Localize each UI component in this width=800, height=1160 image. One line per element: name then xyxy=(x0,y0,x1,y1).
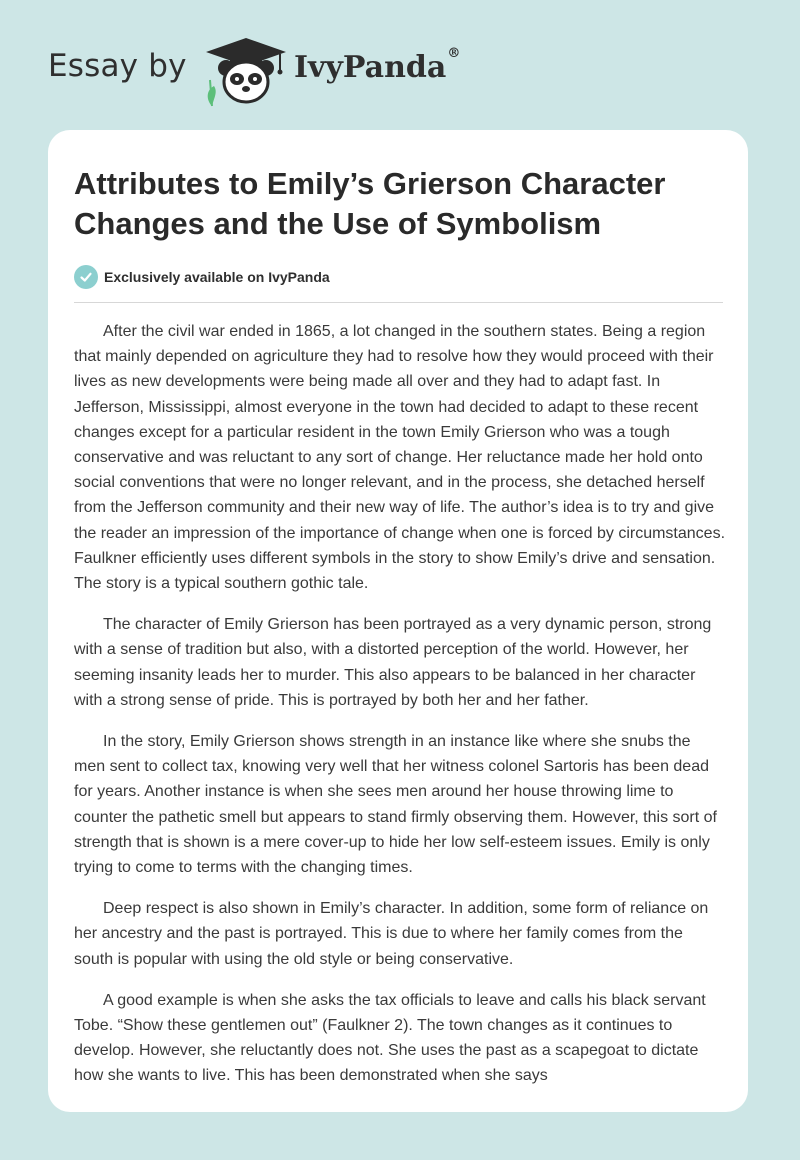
essay-paragraph: Deep respect is also shown in Emily’s character. In addition, some form of reliance on her ancestry and the past is portrayed. This is due to where her family comes from the south is popular with using the old style or being conservative. xyxy=(74,900,709,968)
essay-paragraph: A good example is when she asks the tax officials to leave and calls his black servant Tobe. “Show these gentlemen out” (Faulkner 2). The town changes as it continues to develop. However, she reluctantly does not. She uses the past as a scapegoat to dictate how she wants to live. This has been demonstrated when she says xyxy=(74,991,706,1085)
registered-mark: ® xyxy=(447,46,461,61)
exclusive-badge xyxy=(74,264,330,290)
essay-body xyxy=(74,319,726,1105)
site-header xyxy=(0,0,800,130)
essay-card xyxy=(48,130,748,1112)
essay-title: Attributes to Emily’s Grierson Character Changes and the Use of Symbolism xyxy=(74,166,666,241)
exclusive-label: Exclusively available on IvyPanda xyxy=(104,269,330,285)
essay-paragraph: The character of Emily Grierson has been portrayed as a very dynamic person, strong with a sense of tradition but also, with a distorted perception of the world. However, her seeming insanity leads her to murder. This also appears to be balanced in her character with a strong sense of pride. This is portrayed by both her and her father. xyxy=(74,616,712,709)
brand-name: IvyPanda xyxy=(294,50,447,85)
essay-paragraph: In the story, Emily Grierson shows strength in an instance like where she snubs the men sent to collect tax, knowing very well that her witness colonel Sartoris has been dead for years. Another instance is when she sees men around her house throwing lime to counter the pathetic smell but appears to stand firmly observing them. However, this sort of strength that is shown is a mere cover-up to hide her low self-esteem issues. Emily is only trying to come to terms with the changing times. xyxy=(74,733,717,877)
title-divider xyxy=(74,302,723,303)
panda-graduate-icon[interactable] xyxy=(200,34,292,108)
check-circle-icon xyxy=(74,265,98,289)
essay-by-label: Essay by xyxy=(48,48,187,84)
ivypanda-logo-text[interactable] xyxy=(294,46,461,85)
essay-paragraph: After the civil war ended in 1865, a lot changed in the southern states. Being a region that mainly depended on agriculture they had to resolve how they would proceed with their lives as new developments were being made all over and they had to adapt fast. In Jefferson, Mississippi, almost everyone in the town had decided to adapt to these recent changes except for a particular resident in the town Emily Grierson who was a tough conservative and was reluctant to any sort of change. Her reluctance made her hold onto social conventions that were no longer relevant, and in the process, she detached herself from the Jefferson community and their new way of life. The author’s idea is to try and give the reader an impression of the importance of change when one is forced by circumstances. Faulkner efficiently uses different symbols in the story to show Emily’s drive and sensation. The story is a typical southern gothic tale. xyxy=(74,323,726,593)
